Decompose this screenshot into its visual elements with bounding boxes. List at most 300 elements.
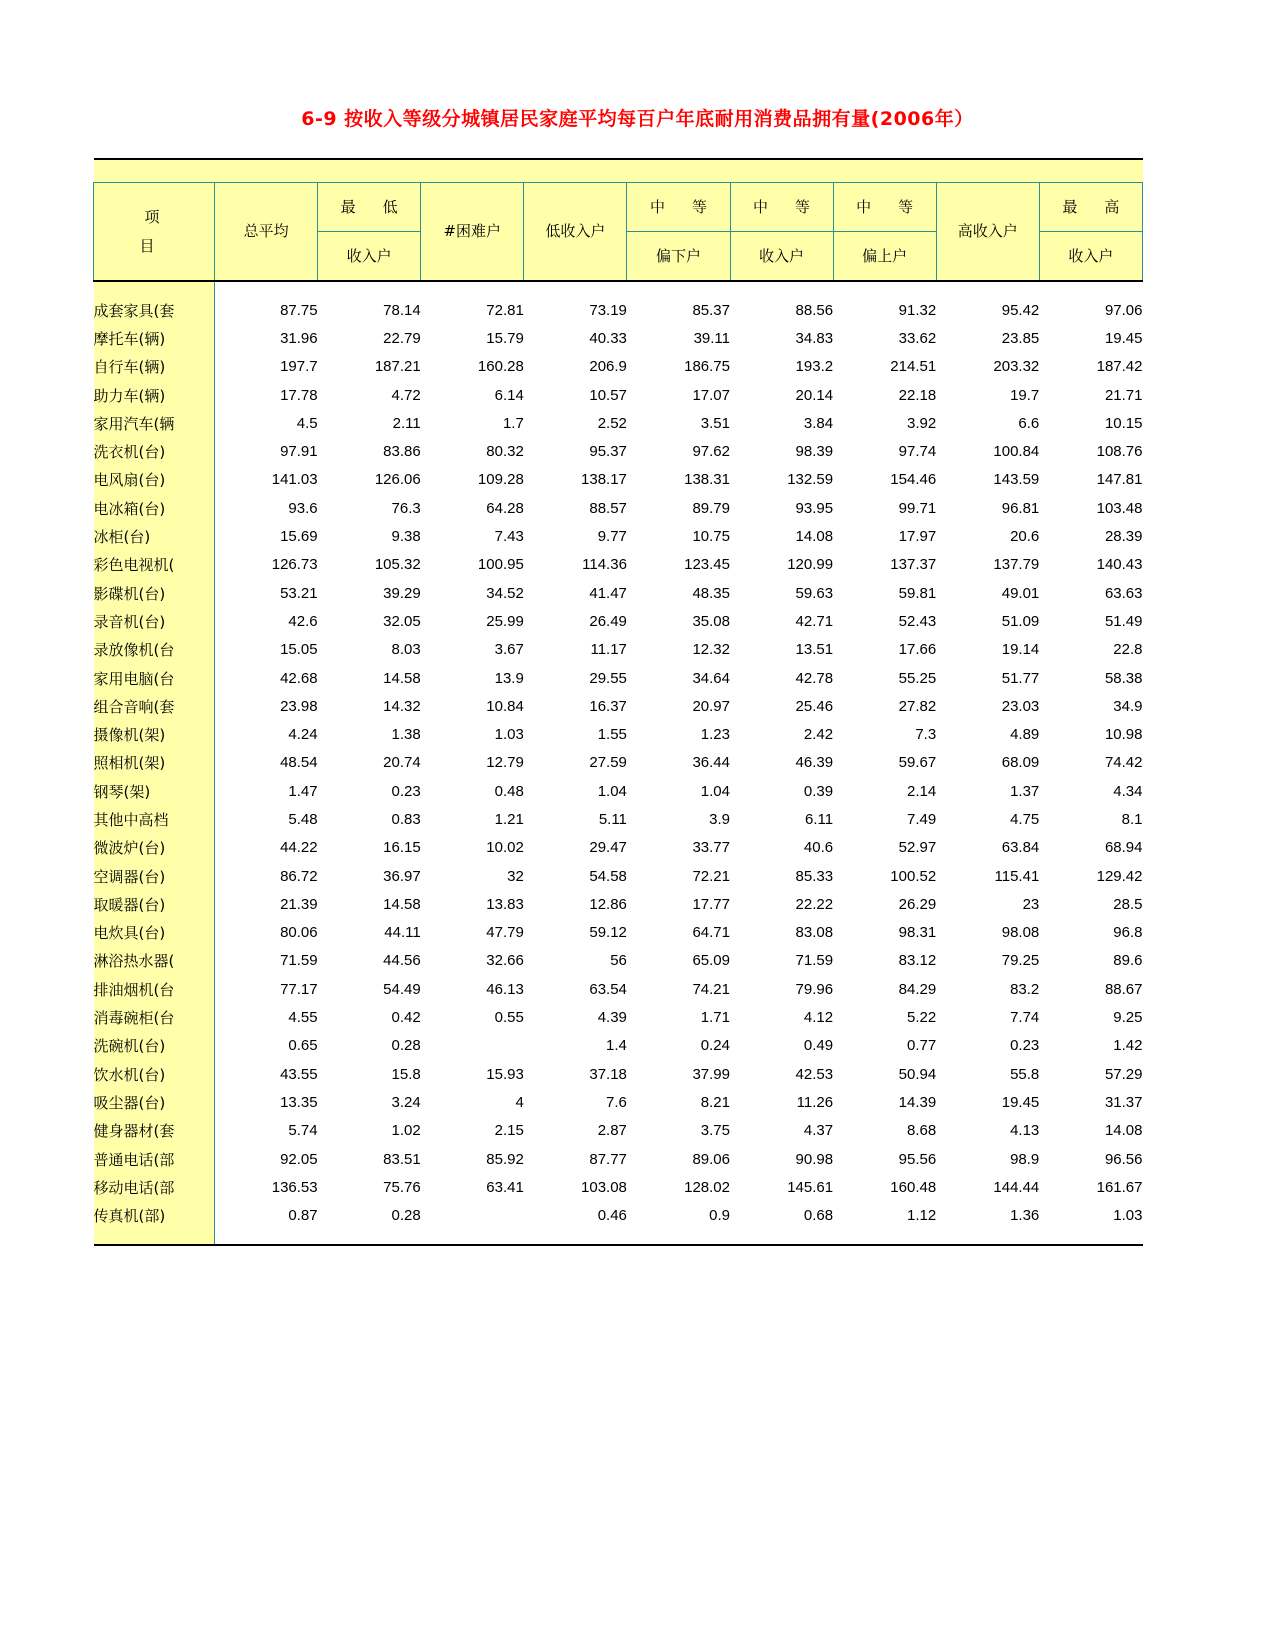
table-cell: 9.25 [1113,1009,1143,1027]
table-cell: 120.99 [787,556,834,574]
table-cell: 55.8 [1010,1065,1040,1083]
table-cell: 17.66 [898,641,937,659]
table-cell: 89.06 [692,1150,730,1168]
table-cell: 1.04 [597,782,627,800]
table-cell: 76.3 [391,499,421,517]
row-label: 成套家具(套 [94,296,215,324]
table-cell: 35.08 [692,612,730,630]
table-cell: 68.09 [1001,754,1040,772]
table-cell: 11.17 [590,641,627,659]
table-cell: 3.67 [494,641,524,659]
table-cell: 42.53 [795,1065,834,1083]
table-cell: 137.37 [890,556,937,574]
table-cell: 57.29 [1104,1065,1143,1083]
table-cell: 98.31 [898,924,937,942]
table-row [94,1117,1143,1145]
table-cell: 3.9 [709,810,730,828]
table-cell: 160.48 [890,1178,937,1196]
table-cell: 83.86 [383,443,421,461]
row-label: 洗衣机(台) [94,437,215,465]
table-spacer-cell [833,281,936,296]
table-cell: 96.8 [1113,924,1143,942]
header-col-lowest-income-line2: 收入户 [318,232,421,282]
table-cell: 16.15 [383,839,421,857]
table-cell: 0.77 [906,1037,937,1055]
header-col-total-average [215,183,318,282]
row-label: 淋浴热水器( [94,947,215,975]
table-cell: 63.41 [486,1178,524,1196]
row-label: 电风扇(台) [94,466,215,494]
table-cell: 42.71 [795,612,834,630]
table-cell: 115.41 [994,867,1040,885]
table-cell: 0.68 [803,1207,834,1225]
table-row [94,437,1143,465]
table-cell: 46.13 [486,980,524,998]
table-cell: 65.09 [692,952,730,970]
table-cell: 10.15 [1104,414,1143,432]
table-cell: 71.59 [795,952,834,970]
table-cell: 63.84 [1001,839,1040,857]
table-cell: 37.18 [589,1065,627,1083]
header-col-highest-line2: 收入户 [1039,232,1142,282]
table-cell: 34.83 [795,329,834,347]
table-cell: 28.39 [1104,528,1143,546]
table-cell: 14.58 [383,669,421,687]
table-cell: 206.9 [589,358,627,376]
row-label: 自行车(辆) [94,353,215,381]
table-cell: 44.22 [280,839,318,857]
table-cell: 13.83 [486,895,524,913]
table-spacer-cell [730,281,833,296]
row-label: 其他中高档 [94,805,215,833]
table-cell: 1.37 [1010,782,1040,800]
table-cell: 0.83 [391,810,421,828]
table-cell: 88.67 [1104,980,1143,998]
table-cell: 33.77 [692,839,730,857]
table-cell: 51.49 [1104,612,1143,630]
table-cell: 4.37 [803,1122,834,1140]
table-cell: 37.99 [692,1065,730,1083]
table-cell: 187.42 [1096,358,1143,376]
row-label: 空调器(台) [94,862,215,890]
table-cell: 0.87 [288,1207,318,1225]
table-cell: 74.21 [692,980,730,998]
table-cell: 4.39 [597,1009,627,1027]
table-cell: 140.43 [1096,556,1143,574]
table-cell: 4.89 [1010,726,1040,744]
table-cell: 25.99 [486,612,524,630]
table-row [94,862,1143,890]
table-cell: 186.75 [684,358,730,376]
table-cell: 83.08 [795,924,834,942]
table-cell: 0.48 [494,782,524,800]
table-cell: 0.28 [391,1037,421,1055]
table-cell: 10.57 [589,386,627,404]
table-cell: 27.82 [898,697,937,715]
table-row [94,324,1143,352]
table-cell: 26.49 [589,612,627,630]
table-cell: 97.74 [898,443,937,461]
table-cell: 85.37 [692,301,730,319]
table-cell: 4.12 [803,1009,834,1027]
table-cell: 1.38 [391,726,421,744]
header-col-middle-line2: 收入户 [730,232,833,282]
table-cell: 1.47 [288,782,318,800]
table-cell: 0.42 [391,1009,421,1027]
row-label: 洗碗机(台) [94,1032,215,1060]
table-cell: 79.96 [795,980,834,998]
table-row [94,636,1143,664]
table-cell: 0.23 [1010,1037,1040,1055]
table-cell: 52.97 [898,839,937,857]
table-row [94,1145,1143,1173]
table-cell: 44.56 [383,952,421,970]
table-cell: 7.43 [494,528,524,546]
table-cell: 20.6 [1010,528,1040,546]
table-cell: 144.44 [993,1178,1040,1196]
table-cell: 132.59 [787,471,834,489]
row-label: 普通电话(部 [94,1145,215,1173]
table-row [94,607,1143,635]
table-cell: 15.05 [280,641,318,659]
table-cell: 10.75 [692,528,730,546]
table-cell: 1.03 [1113,1207,1143,1225]
table-cell: 2.52 [597,414,627,432]
table-cell: 88.57 [589,499,627,517]
table-cell: 51.09 [1001,612,1040,630]
table-cell: 136.53 [271,1178,318,1196]
table-cell: 193.2 [795,358,834,376]
table-cell: 93.6 [288,499,318,517]
table-row [94,777,1143,805]
table-cell: 6.6 [1018,414,1040,432]
table-cell: 154.46 [890,471,937,489]
table-cell: 8.03 [391,641,421,659]
table-bottom-spacer-cell [1039,1230,1142,1245]
table-cell: 64.28 [486,499,524,517]
table-spacer-cell [421,281,524,296]
table-row [94,1088,1143,1116]
table-cell: 128.02 [684,1178,730,1196]
table-cell: 43.55 [280,1065,318,1083]
page-title: 6-9 按收入等级分城镇居民家庭平均每百户年底耐用消费品拥有量(2006年） [301,108,974,130]
table-cell: 129.42 [1096,867,1143,885]
table-cell: 36.44 [692,754,730,772]
table-cell: 83.12 [898,952,937,970]
table-cell: 39.11 [693,329,730,347]
table-cell: 54.58 [589,867,627,885]
header-col-lower-middle-line2: 偏下户 [627,232,730,282]
table-cell: 15.69 [280,528,318,546]
table-cell: 2.14 [906,782,937,800]
table-cell: 123.45 [684,556,730,574]
table-cell: 161.67 [1096,1178,1143,1196]
table-row [94,494,1143,522]
table-cell: 14.58 [383,895,421,913]
table-cell: 3.92 [906,414,937,432]
header-band-row [94,159,1143,183]
row-label: 录放像机(台 [94,636,215,664]
table-cell: 48.35 [692,584,730,602]
table-cell: 21.71 [1104,386,1143,404]
table-cell: 34.64 [692,669,730,687]
table-cell: 91.32 [898,301,937,319]
table-cell [421,1202,524,1230]
table-cell: 93.95 [795,499,834,517]
table-cell: 68.94 [1104,839,1143,857]
table-cell: 92.05 [280,1150,318,1168]
table-cell: 48.54 [280,754,318,772]
table-cell: 42.6 [288,612,318,630]
table-cell: 0.46 [597,1207,627,1225]
table-cell: 19.45 [1104,329,1143,347]
table-cell: 23 [1022,895,1040,913]
table-cell: 75.76 [383,1178,421,1196]
table-cell: 203.32 [993,358,1040,376]
table-row [94,1173,1143,1201]
table-cell: 5.11 [598,810,627,828]
table-cell: 1.36 [1010,1207,1040,1225]
table-cell: 0.9 [709,1207,730,1225]
table-cell: 1.03 [494,726,524,744]
table-cell: 23.98 [280,697,318,715]
table-cell: 95.56 [898,1150,937,1168]
row-label: 消毒碗柜(台 [94,1003,215,1031]
row-label: 钢琴(架) [94,777,215,805]
header-col-total-average-label: 总平均 [243,222,289,241]
table-cell: 29.47 [589,839,627,857]
table-cell: 3.51 [700,414,730,432]
table-cell: 17.97 [898,528,937,546]
table-cell: 11.26 [796,1093,834,1111]
table-cell: 4.13 [1010,1122,1040,1140]
table-cell: 114.36 [582,556,627,574]
table-bottom-spacer-cell [627,1230,730,1245]
table-cell: 187.21 [374,358,421,376]
table-row [94,409,1143,437]
table-cell: 39.29 [383,584,421,602]
table-cell: 2.11 [392,414,421,432]
table-cell: 8.1 [1121,810,1143,828]
header-item-col [94,183,232,282]
row-label: 吸尘器(台) [94,1088,215,1116]
table-cell: 19.45 [1001,1093,1040,1111]
table-cell: 90.98 [795,1150,834,1168]
table-cell: 12.86 [589,895,627,913]
table-cell: 17.07 [692,386,730,404]
table-cell: 2.87 [597,1122,627,1140]
row-label: 家用电脑(台 [94,664,215,692]
table-cell: 89.6 [1113,952,1143,970]
table-row [94,296,1143,324]
table-cell: 36.97 [383,867,421,885]
table-cell: 5.48 [288,810,318,828]
table-cell: 0.55 [494,1009,524,1027]
table-cell: 72.21 [692,867,730,885]
table-cell: 10.84 [486,697,524,715]
row-label: 取暖器(台) [94,890,215,918]
table-cell: 83.2 [1010,980,1040,998]
table-cell: 40.33 [589,329,627,347]
header-col-middle-line1: 中 等 [730,183,833,232]
table-cell: 17.77 [692,895,730,913]
table-cell: 141.03 [271,471,318,489]
table-spacer-cell [627,281,730,296]
table-cell: 4.72 [391,386,421,404]
table-cell: 100.84 [993,443,1040,461]
table-cell: 108.76 [1096,443,1143,461]
table-cell: 137.79 [993,556,1040,574]
table-spacer-row [94,281,1143,296]
table-cell: 12.79 [486,754,524,772]
table-row [94,1032,1143,1060]
row-label: 影碟机(台) [94,579,215,607]
table-cell: 34.9 [1113,697,1143,715]
table-spacer-cell [318,281,421,296]
table-cell: 9.77 [597,528,627,546]
table-cell: 7.3 [915,726,937,744]
table-cell: 34.52 [486,584,524,602]
table-cell: 0.39 [803,782,834,800]
table-row [94,720,1143,748]
table-bottom-spacer-cell [524,1230,627,1245]
table-cell: 4.55 [288,1009,318,1027]
table-spacer-cell [1039,281,1142,296]
row-label: 助力车(辆) [94,381,215,409]
table-cell: 22.8 [1113,641,1143,659]
table-cell: 97.06 [1104,301,1143,319]
table-cell: 72.81 [486,301,524,319]
table-cell: 1.71 [700,1009,730,1027]
table-cell: 95.42 [1001,301,1040,319]
table-cell: 3.24 [391,1093,421,1111]
table-cell: 0.24 [700,1037,730,1055]
table-cell: 0.65 [288,1037,318,1055]
table-cell: 5.22 [906,1009,937,1027]
row-label: 饮水机(台) [94,1060,215,1088]
table-cell: 126.73 [271,556,318,574]
table-cell: 59.67 [898,754,937,772]
table-cell: 9.38 [391,528,421,546]
table-cell: 20.14 [795,386,834,404]
table-spacer-cell [524,281,627,296]
row-label: 组合音响(套 [94,692,215,720]
table-cell: 126.06 [374,471,421,489]
table-cell: 19.14 [1001,641,1040,659]
table-row [94,834,1143,862]
table-cell: 32.66 [486,952,524,970]
table-cell: 4.5 [296,414,318,432]
table-row [94,466,1143,494]
table-cell: 41.47 [589,584,627,602]
table-cell: 96.56 [1104,1150,1143,1168]
table-cell: 214.51 [890,358,937,376]
table-cell: 27.59 [589,754,627,772]
row-label: 电冰箱(台) [94,494,215,522]
statistics-table [93,158,1143,1246]
table-cell: 99.71 [898,499,937,517]
table-cell: 73.19 [589,301,627,319]
table-cell: 32 [507,867,524,885]
table-cell: 59.63 [795,584,834,602]
table-cell: 51.77 [1001,669,1040,687]
header-col-hardship [421,183,524,282]
table-cell: 6.11 [805,810,834,828]
table-header [94,159,1143,281]
table-cell: 2.15 [494,1122,524,1140]
table-cell: 3.84 [803,414,834,432]
header-band-avg [215,159,318,183]
table-cell: 138.17 [581,471,627,489]
table-cell: 197.7 [280,358,318,376]
table-cell: 13.9 [494,669,524,687]
table-cell: 98.08 [1001,924,1040,942]
table-cell: 20.97 [692,697,730,715]
table-cell: 14.39 [898,1093,937,1111]
table-row [94,947,1143,975]
row-label: 冰柜(台) [94,522,215,550]
table-cell: 22.18 [898,386,937,404]
table-cell: 96.81 [1001,499,1040,517]
table-cell: 7.6 [606,1093,627,1111]
table-row [94,890,1143,918]
statistics-table-container [93,158,1143,1246]
table-cell: 15.79 [486,329,524,347]
table-cell: 53.21 [280,584,318,602]
table-row [94,579,1143,607]
table-row [94,1060,1143,1088]
row-label: 录音机(台) [94,607,215,635]
table-cell: 50.94 [898,1065,937,1083]
table-bottom-spacer-label-cell [94,1230,215,1245]
table-row [94,1202,1143,1230]
table-cell: 28.5 [1113,895,1143,913]
table-cell: 23.03 [1001,697,1040,715]
table-cell: 143.59 [993,471,1040,489]
table-spacer-cell [215,281,318,296]
row-label: 摩托车(辆) [94,324,215,352]
table-cell: 10.98 [1104,726,1143,744]
table-bottom-spacer-cell [936,1230,1039,1245]
table-cell: 4 [515,1093,524,1111]
table-row [94,353,1143,381]
table-cell: 109.28 [477,471,524,489]
table-cell: 23.85 [1001,329,1040,347]
table-cell: 26.29 [898,895,937,913]
table-cell: 1.23 [700,726,730,744]
table-cell: 42.78 [795,669,834,687]
table-cell: 16.37 [589,697,627,715]
table-cell: 55.25 [898,669,937,687]
row-label: 移动电话(部 [94,1173,215,1201]
table-cell: 86.72 [280,867,318,885]
table-cell: 1.02 [391,1122,421,1140]
table-cell: 103.48 [1096,499,1143,517]
header-col-high-income-label: 高收入户 [957,222,1018,241]
header-col-hardship-label: #困难户 [443,222,502,241]
header-col-lower-middle-line1: 中 等 [627,183,730,232]
table-cell: 0.49 [803,1037,834,1055]
table-bottom-spacer-cell [318,1230,421,1245]
table-cell: 20.74 [383,754,421,772]
header-col-high-income [936,183,1039,282]
header-col-upper-middle-line1: 中 等 [833,183,936,232]
table-spacer-cell [936,281,1039,296]
table-cell: 32.05 [383,612,421,630]
table-cell: 22.22 [795,895,834,913]
table-cell: 100.52 [890,867,937,885]
table-cell: 98.9 [1010,1150,1040,1168]
